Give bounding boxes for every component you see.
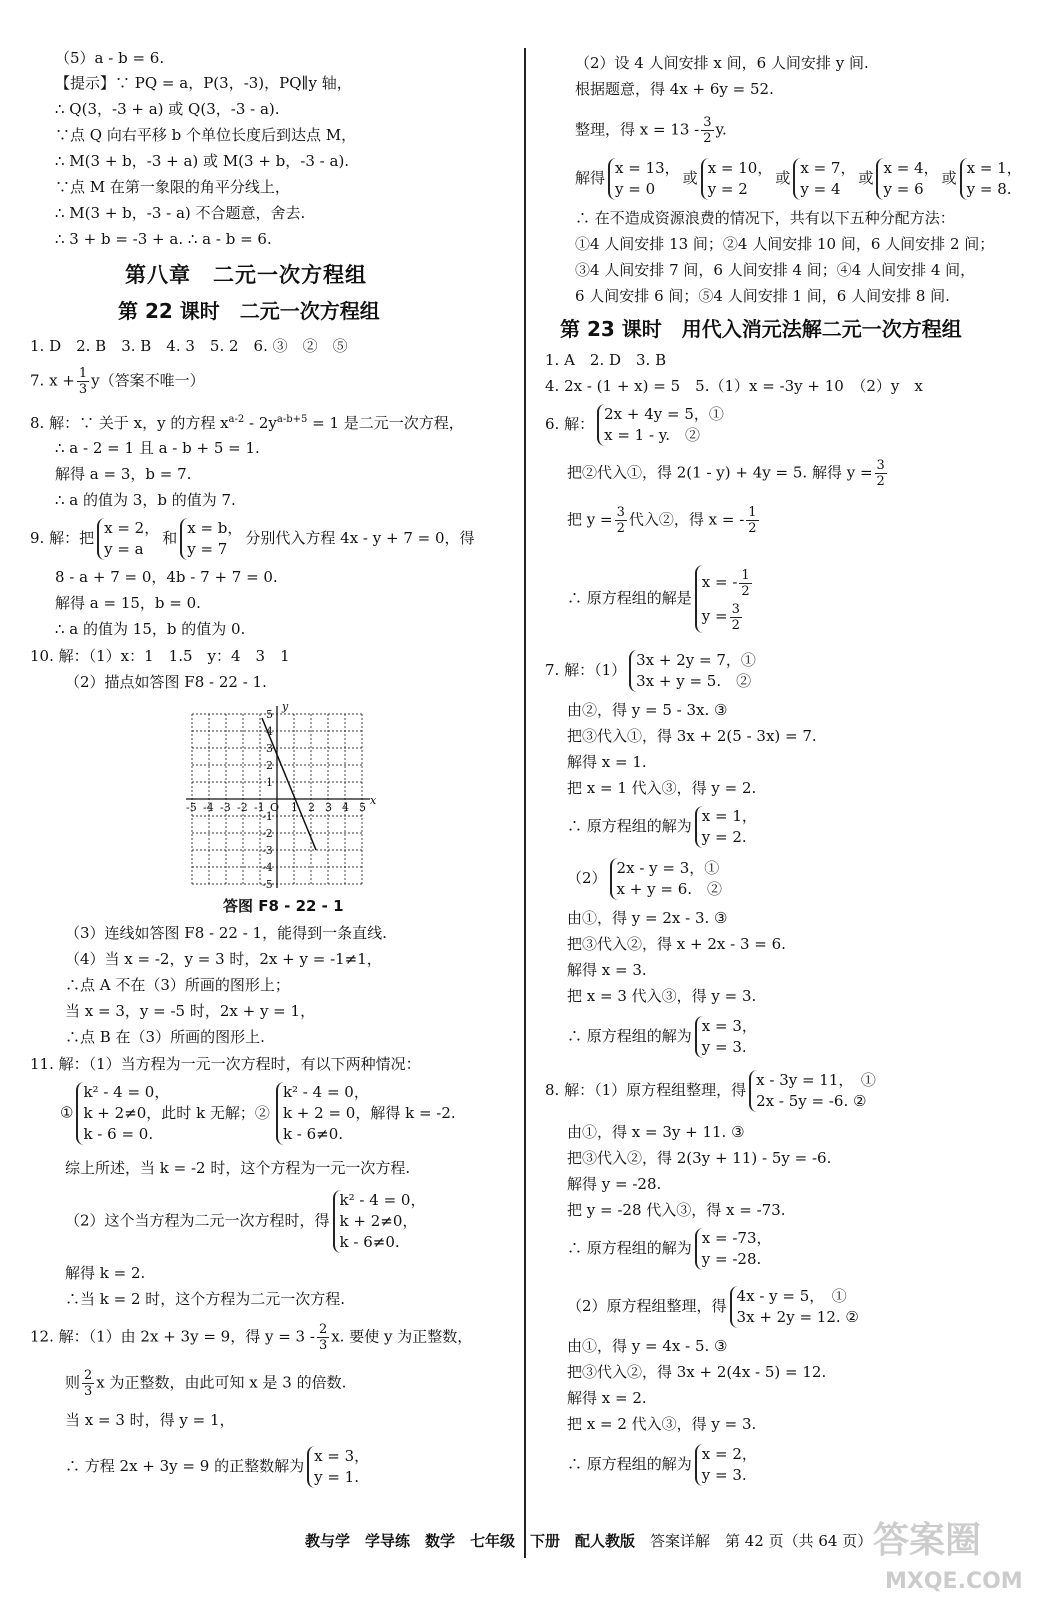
line: 由①，得 x = 3y + 11. ③	[567, 1123, 745, 1141]
x-tick: -4	[203, 801, 214, 814]
line: 把 x = 3 代入③，得 y = 3.	[567, 987, 757, 1005]
line: ∴ a 的值为 15，b 的值为 0.	[55, 620, 246, 638]
line: 6 人间安排 6 间；⑤4 人间安排 1 间，6 人间安排 8 间.	[575, 287, 950, 305]
q12: 12. 解：（1）由 2x + 3y = 9，得 y = 3 - $\frac{2}{3}$ x. 要使 y 为正整数，	[30, 1322, 473, 1353]
svg-text:-5: -5	[262, 878, 273, 890]
line: ∵点 Q 向右平移 b 个单位长度后到达点 M，	[55, 126, 357, 144]
svg-text:5: 5	[266, 708, 273, 721]
r-line: 整理，得 x = 13 - $\frac{3}{2}$ y.	[575, 115, 727, 146]
line: ∴点 A 不在（3）所画的图形上；	[65, 976, 290, 994]
figure-caption: 答图 F8 - 22 - 1	[223, 897, 344, 915]
x-tick: 1	[291, 801, 298, 814]
line: ∴ a - 2 = 1 且 a - b + 5 = 1.	[55, 439, 260, 457]
line: 解得 x = 3.	[567, 961, 647, 979]
x-tick: 5	[359, 801, 366, 814]
q11-part2: （2）这个当方程为二元一次方程时，得 k² - 4 = 0， k + 2≠0， k - 6≠0.	[65, 1191, 426, 1251]
line: 当 x = 3，y = -5 时，2x + y = 1，	[65, 1002, 316, 1020]
line: 根据题意，得 4x + 6y = 52.	[575, 80, 774, 98]
line: 解得 a = 3，b = 7.	[55, 465, 192, 483]
q8-solution2: ∴ 原方程组的解为 x = 2， y = 3.	[567, 1445, 757, 1484]
q7-solution: ∴ 原方程组的解为 x = 1， y = 2.	[567, 807, 757, 846]
lesson-title: 第 23 课时 用代入消元法解二元一次方程组	[560, 317, 962, 341]
r-solutions: 解得 x = 13， y = 0 或 x = 10， y = 2 或 x = 7， y = 4 或 x = 4， y = 6 或 x = 1， y = 8.	[575, 159, 1022, 198]
line: ③4 人间安排 7 间，6 人间安排 4 间；④4 人间安排 4 间，	[575, 261, 976, 279]
q7: 7. x + $\frac{1}{3}$ y（答案不唯一）	[30, 366, 205, 397]
line: ∴ M(3 + b，-3 - a) 不合题意，舍去.	[55, 204, 306, 222]
line: 由②，得 y = 5 - 3x. ③	[567, 701, 728, 719]
line: ∵点 M 在第一象限的角平分线上，	[55, 178, 290, 196]
answers-line: 4. 2x - (1 + x) = 5 5.（1）x = -3y + 10 （2）y x	[545, 377, 923, 395]
q7-part2: （2） 2x - y = 3，① x + y = 6. ②	[567, 859, 723, 898]
line: ∴ 在不造成资源浪费的情况下，共有以下五种分配方法：	[575, 209, 955, 227]
svg-text:MXQE.COM: MXQE.COM	[885, 1569, 1023, 1594]
coordinate-graph	[178, 700, 378, 890]
q12-line2: 则 $\frac{2}{3}$ x 为正整数，由此可知 x 是 3 的倍数.	[65, 1368, 347, 1399]
line: ∴ Q(3，-3 + a) 或 Q(3，-3 - a).	[55, 100, 280, 118]
line: 把③代入①，得 3x + 2(5 - 3x) = 7.	[567, 727, 817, 745]
svg-text:1: 1	[266, 776, 273, 789]
line: 把 x = 2 代入③，得 y = 3.	[567, 1415, 757, 1433]
line: （3）连线如答图 F8 - 22 - 1，能得到一条直线.	[65, 924, 387, 942]
line: 解得 y = -28.	[567, 1175, 662, 1193]
q7-solution2: ∴ 原方程组的解为 x = 3， y = 3.	[567, 1017, 757, 1056]
line: 【提示】∵ PQ = a，P(3，-3)，PQ∥y 轴，	[55, 74, 352, 92]
line: 解得 k = 2.	[65, 1264, 146, 1282]
x-tick: -2	[237, 801, 248, 814]
line: （4）当 x = -2，y = 3 时，2x + y = -1≠1，	[65, 950, 382, 968]
line: 解得 x = 1.	[567, 753, 647, 771]
line: （2）设 4 人间安排 x 间，6 人间安排 y 间.	[575, 54, 869, 72]
q11: 11. 解：（1）当方程为一元一次方程时，有以下两种情况：	[30, 1055, 421, 1073]
line: ∴ M(3 + b，-3 + a) 或 M(3 + b，-3 - a).	[55, 152, 350, 170]
q8: 8. 解：∵ 关于 x，y 的方程 $x^{a-2} - 2y^{a-b+5} = 1$ 是二元一次方程，	[30, 414, 464, 432]
line: （5）a - b = 6.	[55, 49, 165, 67]
svg-text:-4: -4	[262, 861, 273, 874]
x-tick: -1	[254, 801, 265, 814]
origin-label: O	[270, 801, 280, 814]
svg-text:2: 2	[266, 759, 273, 772]
q8-part2: （2）原方程组整理，得 4x - y = 5， ① 3x + 2y = 12. ②	[567, 1287, 859, 1326]
line: 由①，得 y = 4x - 5. ③	[567, 1337, 728, 1355]
x-tick: 4	[342, 801, 349, 814]
svg-text:-3: -3	[262, 844, 273, 857]
chapter-title: 第八章 二元一次方程组	[125, 263, 367, 287]
line: 当 x = 3 时，得 y = 1，	[65, 1411, 235, 1429]
line: 解得 a = 15，b = 0.	[55, 594, 201, 612]
svg-text:-1: -1	[262, 810, 273, 823]
y-axis-label: y	[282, 700, 289, 713]
line: ∴点 B 在（3）所画的图形上.	[65, 1028, 265, 1046]
line: ∴ a 的值为 3，b 的值为 7.	[55, 491, 236, 509]
q10: 10. 解：（1）x：1 1.5 y：4 3 1	[30, 647, 290, 665]
x-axis-label: x	[370, 794, 377, 807]
svg-text:答案圈: 答案圈	[873, 1520, 982, 1561]
q6-line: 把 y = $\frac{3}{2}$ 代入②，得 x = - $\frac{1}{2}$	[567, 505, 757, 536]
line: 把 x = 1 代入③，得 y = 2.	[567, 779, 757, 797]
line: 把③代入②，得 x + 2x - 3 = 6.	[567, 935, 786, 953]
x-tick: -3	[220, 801, 231, 814]
line: 把③代入②，得 3x + 2(4x - 5) = 12.	[567, 1363, 827, 1381]
svg-text:4: 4	[266, 725, 273, 738]
footer-page-number: 答案详解 第 42 页（共 64 页）	[650, 1532, 873, 1550]
x-tick: 2	[308, 801, 315, 814]
q8-solution: ∴ 原方程组的解为 x = -73， y = -28.	[567, 1229, 772, 1268]
q9: 9. 解：把 x = 2， y = a 和 x = b， y = 7 分别代入方程 4x - y + 7 = 0，得	[30, 519, 475, 558]
line: （2）描点如答图 F8 - 22 - 1.	[65, 673, 267, 691]
line: 由①，得 y = 2x - 3. ③	[567, 909, 728, 927]
lesson-title: 第 22 课时 二元一次方程组	[118, 299, 380, 323]
line: 解得 x = 2.	[567, 1389, 647, 1407]
column-divider	[524, 48, 526, 1558]
line: ∴当 k = 2 时，这个方程为二元一次方程.	[65, 1290, 346, 1308]
q11-cases: ① k² - 4 = 0， k + 2≠0，此时 k 无解；② k - 6 = 0. k² - 4 = 0， k + 2 = 0，解得 k = -2. k - 6≠0.	[60, 1083, 456, 1143]
q6-solution: ∴ 原方程组的解是 x = - $\frac{1}{2}$ y = $\frac{3}{2}$	[567, 565, 757, 633]
answers-line: 1. A 2. D 3. B	[545, 351, 667, 369]
x-tick: 3	[325, 801, 332, 814]
line: ∴ 3 + b = -3 + a. ∴ a - b = 6.	[55, 230, 272, 248]
q12-solution: ∴ 方程 2x + 3y = 9 的正整数解为 x = 3， y = 1.	[65, 1447, 370, 1486]
q6: 6. 解： 2x + 4y = 5，① x = 1 - y. ②	[545, 405, 724, 444]
watermark-logo	[863, 1510, 1033, 1595]
line: 把 y = -28 代入③，得 x = -73.	[567, 1201, 786, 1219]
q8: 8. 解：（1）原方程组整理，得 x - 3y = 11， ① 2x - 5y = -6. ②	[545, 1071, 876, 1110]
answers-line: 1. D 2. B 3. B 4. 3 5. 2 6. ③ ② ⑤	[30, 337, 348, 355]
line: 把③代入②，得 2(3y + 11) - 5y = -6.	[567, 1149, 832, 1167]
footer-book-title: 教与学 学导练 数学 七年级 下册 配人教版	[305, 1532, 636, 1550]
line: 8 - a + 7 = 0，4b - 7 + 7 = 0.	[55, 568, 278, 586]
q7: 7. 解：（1） 3x + 2y = 7，① 3x + y = 5. ②	[545, 651, 756, 690]
svg-text:3: 3	[266, 742, 273, 755]
q6-line: 把②代入①，得 2(1 - y) + 4y = 5. 解得 y = $\frac{3}{2}$	[567, 458, 885, 489]
svg-text:-2: -2	[262, 827, 273, 840]
line: 综上所述，当 k = -2 时，这个方程为一元一次方程.	[65, 1159, 411, 1177]
line: ①4 人间安排 13 间；②4 人间安排 10 间，6 人间安排 2 间；	[575, 235, 995, 253]
axis-labels	[186, 700, 377, 890]
x-tick: -5	[186, 801, 197, 814]
